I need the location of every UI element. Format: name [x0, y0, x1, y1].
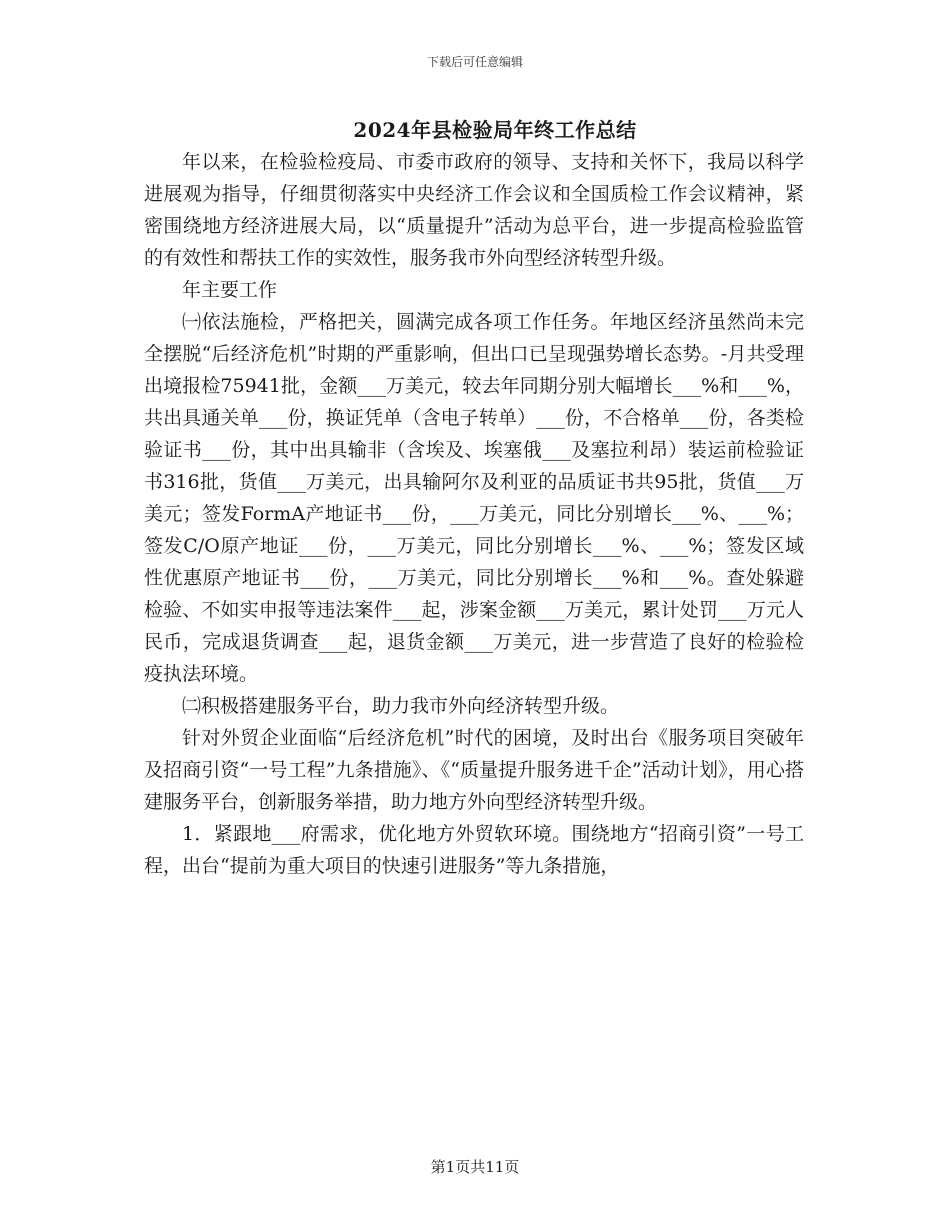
paragraph-main-work-heading: 年主要工作	[182, 279, 278, 301]
paragraph-section-1: ㈠依法施检，严格把关，圆满完成各项工作任务。年地区经济虽然尚未完全摆脱“后经济危机”时期的严重影响，但出口已呈现强势增长态势。-月共受理出境报检75941批，金额___万美元，较去年同期分别大幅增长___%和___%，共出具通关单___份，换证凭单（含电子转单）___份，不合格单___份，各类检验证书___份，其中出具输非（含埃及、埃塞俄___及塞拉利昂）装运前检验证书316批，货值___万美元，出具输阿尔及利亚的品质证书共95批，货值___万美元；签发FormA产地证书___份，___万美元，同比分别增长___%、___%；签发C/O原产地证___份，___万美元，同比分别增长___%、___%；签发区域性优惠原产地证书___份，___万美元，同比分别增长___%和___%。查处躲避检验、不如实申报等违法案件___起，涉案金额___万美元，累计处罚___万元人民币，完成退货调查___起，退货金额___万美元，进一步营造了良好的检验检疫执法环境。	[144, 311, 804, 685]
paragraph-section-2-heading: ㈡积极搭建服务平台，助力我市外向经济转型升级。	[182, 695, 620, 717]
paragraph-section-2-body: 针对外贸企业面临“后经济危机”时代的困境，及时出台《服务项目突破年及招商引资“一号工程”九条措施》、《“质量提升服务进千企”活动计划》，用心搭建服务平台，创新服务举措，助力地方外向型经济转型升级。	[144, 727, 804, 813]
page-number: 第1页共11页	[430, 1158, 520, 1176]
document-title: 2024年县检验局年终工作总结	[353, 118, 637, 142]
paragraph-intro: 年以来，在检验检疫局、市委市政府的领导、支持和关怀下，我局以科学进展观为指导，仔细贯彻落实中央经济工作会议和全国质检工作会议精神，紧密围绕地方经济进展大局，以“质量提升”活动为总平台，进一步提高检验监管的有效性和帮扶工作的实效性，服务我市外向型经济转型升级。	[144, 151, 804, 269]
paragraph-item-1: 1．紧跟地___府需求，优化地方外贸软环境。围绕地方“招商引资”一号工程，出台“提前为重大项目的快速引进服务”等九条措施，	[144, 823, 804, 877]
document-body	[144, 146, 804, 882]
page-header-note: 下载后可任意编辑	[426, 55, 523, 69]
